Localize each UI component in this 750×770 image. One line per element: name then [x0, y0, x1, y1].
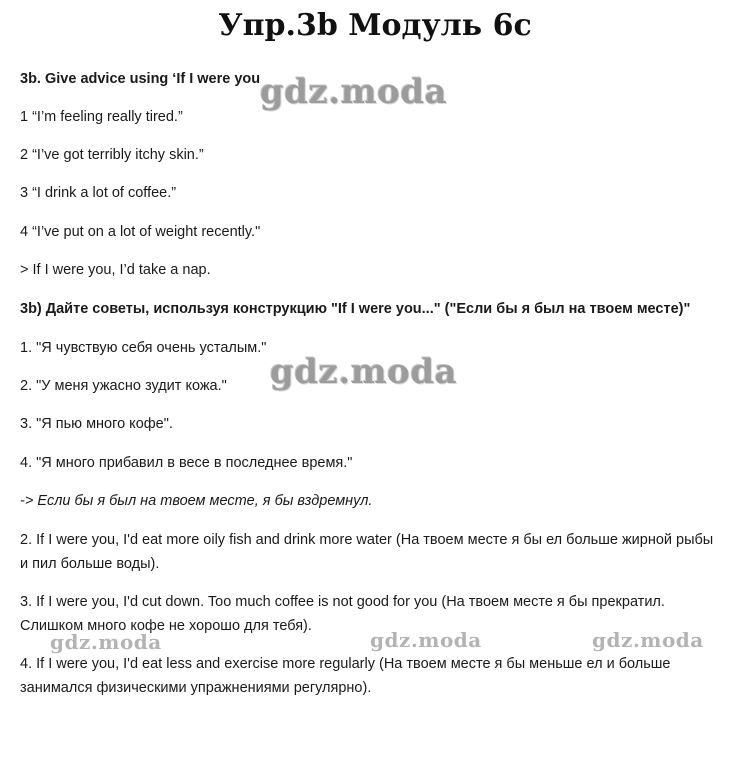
- english-example: > If I were you, I’d take a nap.: [20, 262, 211, 278]
- page-title: Упр.3b Модуль 6с: [218, 8, 532, 43]
- english-heading: 3b. Give advice using ‘If I were you: [20, 71, 261, 87]
- watermark-logo: gdz.moda: [260, 72, 448, 112]
- watermark-logo: gdz.moda: [270, 352, 458, 392]
- watermark-logo: gdz.moda: [370, 628, 482, 652]
- russian-item-4: 4. "Я много прибавил в весе в последнее время.": [20, 455, 353, 471]
- answer-3: 3. If I were you, I'd cut down. Too much coffee is not good for you (На твоем месте я бы прекратил. Слишком много кофе не хорошо для тебя).: [20, 594, 665, 634]
- russian-item-3: 3. "Я пью много кофе".: [20, 416, 173, 432]
- answer-2: 2. If I were you, I'd eat more oily fish and drink more water (На твоем месте я бы ел больше жирной рыбы и пил больше воды).: [20, 532, 714, 572]
- russian-example: -> Если бы я был на твоем месте, я бы вздремнул.: [20, 493, 373, 509]
- english-item-3: 3 “I drink a lot of coffee.”: [20, 185, 177, 201]
- english-item-1: 1 “I’m feeling really tired.”: [20, 109, 183, 125]
- russian-item-1: 1. "Я чувствую себя очень усталым.": [20, 340, 267, 356]
- watermark-logo: gdz.moda: [50, 630, 162, 654]
- watermark-logo: gdz.moda: [592, 628, 704, 652]
- russian-heading: 3b) Дайте советы, используя конструкцию "If I were you..." ("Если бы я был на твоем месте)": [20, 301, 691, 317]
- english-item-2: 2 “I’ve got terribly itchy skin.”: [20, 147, 204, 163]
- english-item-4: 4 “I’ve put on a lot of weight recently.": [20, 224, 261, 240]
- answer-4: 4. If I were you, I'd eat less and exercise more regularly (На твоем месте я бы меньше ел и больше занимался физическими упражнениями регулярно).: [20, 656, 671, 696]
- russian-item-2: 2. "У меня ужасно зудит кожа.": [20, 378, 227, 394]
